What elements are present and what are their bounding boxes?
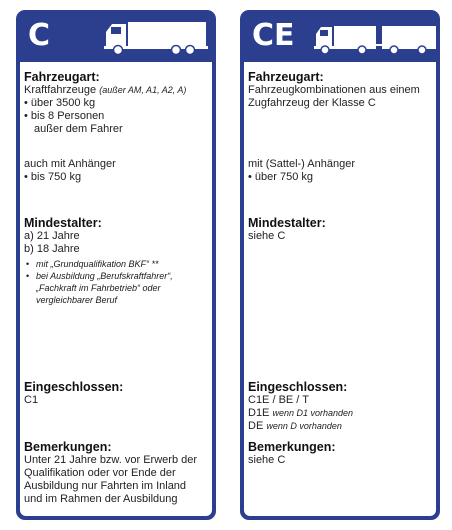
section-fahrzeugart — [248, 70, 434, 110]
section-heading: Mindestalter: — [248, 216, 326, 230]
section-heading: Fahrzeugart: — [248, 70, 324, 84]
card-body — [244, 62, 436, 516]
truck-icon — [104, 20, 208, 56]
trailer-text: mit (Sattel-) Anhänger — [248, 158, 355, 170]
section-heading: Bemerkungen: — [24, 440, 112, 454]
included-class-de: DE — [248, 420, 264, 432]
section-anhaenger — [24, 158, 210, 184]
included-class-de-note: wenn D vorhanden — [266, 421, 342, 431]
section-heading: Eingeschlossen: — [248, 380, 348, 394]
license-class-label: C — [28, 18, 51, 53]
min-age-value: siehe C — [248, 230, 286, 242]
bullet-persons: • bis 8 Personen — [24, 110, 210, 123]
license-card-c — [16, 10, 216, 520]
section-heading: Eingeschlossen: — [24, 380, 124, 394]
bullet-persons-cont: außer dem Fahrer — [34, 123, 123, 135]
remarks-line: Unter 21 Jahre bzw. vor Erwerb der — [24, 454, 198, 466]
age-note-2-cont2: vergleichbarer Beruf — [36, 295, 118, 305]
section-bemerkungen — [24, 440, 210, 506]
section-mindestalter — [24, 216, 210, 306]
license-card-ce — [240, 10, 440, 520]
card-header — [20, 10, 212, 62]
included-classes: C1 — [24, 394, 39, 406]
vehicle-type-text: Kraftfahrzeuge — [24, 84, 97, 96]
included-class-d1e-note: wenn D1 vorhanden — [272, 408, 354, 418]
bullet-weight: • über 3500 kg — [24, 97, 210, 110]
section-eingeschlossen — [248, 380, 434, 433]
age-a: a) 21 Jahre — [24, 230, 80, 242]
age-note-2: • bei Ausbildung „Berufskraftfahrer“, — [24, 270, 210, 282]
section-anhaenger — [248, 158, 434, 184]
trailer-bullet: • über 750 kg — [248, 171, 434, 184]
age-note-1: • mit „Grundqualifikation BKF“ ** — [24, 258, 210, 270]
vehicle-type-note: (außer AM, A1, A2, A) — [99, 85, 187, 95]
remarks-line: Qualifikation oder vor Ende der — [24, 467, 176, 479]
remarks-line: und im Rahmen der Ausbildung — [24, 493, 178, 505]
section-mindestalter — [248, 216, 434, 243]
card-body — [20, 62, 212, 516]
section-eingeschlossen — [24, 380, 210, 407]
trailer-text: auch mit Anhänger — [24, 158, 116, 170]
remarks-line: Ausbildung nur Fahrten im Inland — [24, 480, 187, 492]
vehicle-type-text: Zugfahrzeug der Klasse C — [248, 97, 376, 109]
remarks-value: siehe C — [248, 454, 286, 466]
trailer-bullet: • bis 750 kg — [24, 171, 210, 184]
age-note-2-cont1: „Fachkraft im Fahrbetrieb“ oder — [36, 283, 161, 293]
section-heading: Mindestalter: — [24, 216, 102, 230]
section-bemerkungen — [248, 440, 434, 467]
license-class-label: CE — [252, 18, 295, 53]
vehicle-type-text: Fahrzeugkombinationen aus einem — [248, 84, 420, 96]
card-header — [244, 10, 436, 62]
section-heading: Bemerkungen: — [248, 440, 336, 454]
included-class-d1e: D1E — [248, 407, 270, 419]
section-heading: Fahrzeugart: — [24, 70, 100, 84]
included-classes: C1E / BE / T — [248, 394, 309, 406]
age-b: b) 18 Jahre — [24, 243, 80, 255]
section-fahrzeugart — [24, 70, 210, 136]
truck-with-trailer-icon — [314, 20, 436, 56]
